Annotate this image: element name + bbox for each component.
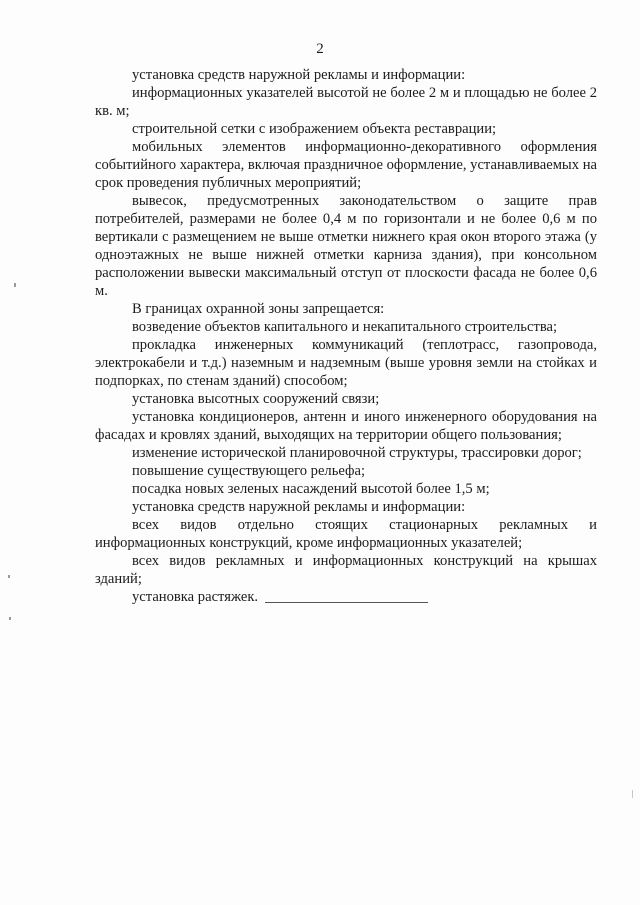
paragraph-advertising-heading-2: установка средств наружной рекламы и информации: [132,499,466,515]
end-divider-line [265,602,428,603]
paragraph-standalone-ads: всех видов отдельно стоящих стационарных рекламных и информационных конструкций, кроме информационных указателей; [95,517,597,551]
paragraph-advertising-heading: установка средств наружной рекламы и информации: [132,67,466,83]
paragraph-prohibited-heading: В границах охранной зоны запрещается: [132,301,385,317]
paragraph-banners: установка растяжек. [132,589,259,605]
scan-artifact [632,790,633,798]
paragraph-construction-mesh: строительной сетки с изображением объекта реставрации; [132,121,497,137]
paragraph-planting: посадка новых зеленых насаждений высотой более 1,5 м; [132,481,490,497]
paragraph-planning-structure: изменение исторической планировочной структуры, трассировки дорог; [132,445,582,461]
scan-artifact [8,575,10,578]
document-body [95,66,597,606]
scan-artifact [9,617,11,620]
paragraph-mobile-decor: мобильных элементов информационно-декоративного оформления событийного характера, включая праздничное оформление, устанавливаемых на срок проведения публичных мероприятий; [95,139,597,191]
scan-artifact [14,283,16,287]
paragraph-comm-towers: установка высотных сооружений связи; [132,391,380,407]
page-number: 2 [316,41,324,57]
paragraph-construction: возведение объектов капитального и некапитального строительства; [132,319,558,335]
paragraph-roof-ads: всех видов рекламных и информационных конструкций на крышах зданий; [95,553,597,587]
paragraph-shop-signs: вывесок, предусмотренных законодательством о защите прав потребителей, размерами не более 0,4 м по горизонтали и не более 0,6 м по вертикали с размещением не выше отметки нижнего края окон второго этажа (у одноэтажных не выше нижней отметки карниза здания), при консольном расположении вывески максимальный отступ от плоскости фасада не более 0,6 м. [95,193,597,299]
paragraph-air-conditioners: установка кондиционеров, антенн и иного инженерного оборудования на фасадах и кровлях зданий, выходящих на территории общего пользования; [95,409,597,443]
paragraph-utilities: прокладка инженерных коммуникаций (теплотрасс, газопровода, электрокабели и т.д.) наземным и надземным (выше уровня земли на стойках и подпорках, по стенам зданий) способом; [95,337,597,389]
paragraph-info-signs: информационных указателей высотой не более 2 м и площадью не более 2 кв. м; [95,85,597,119]
paragraph-relief: повышение существующего рельефа; [132,463,366,479]
